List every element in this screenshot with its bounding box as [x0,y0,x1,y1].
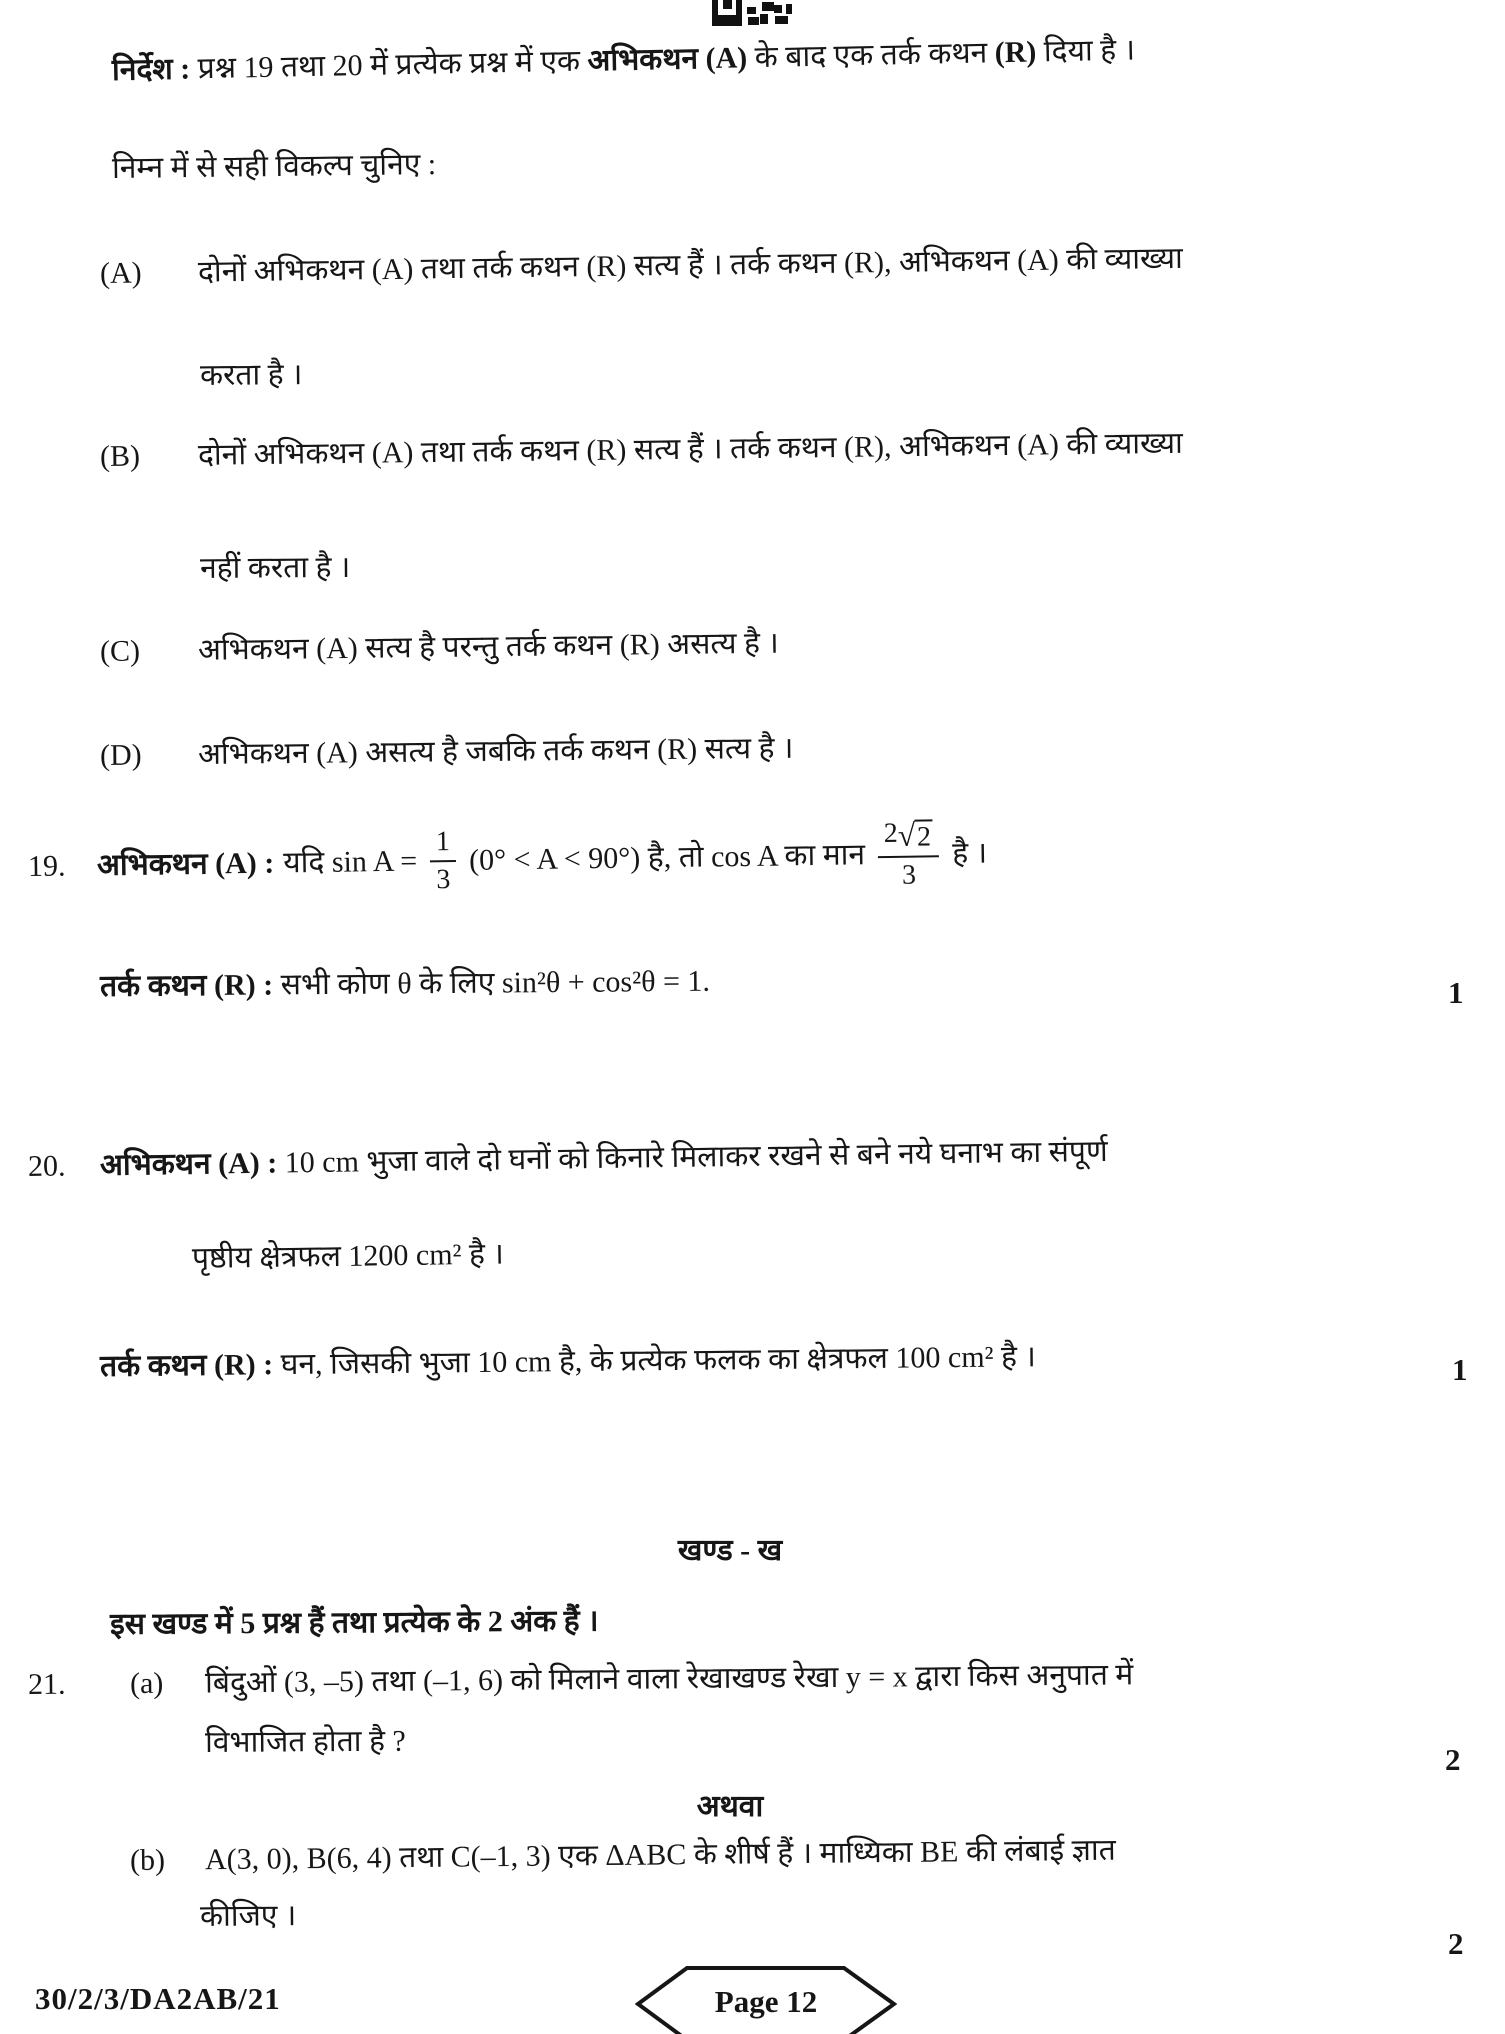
option-a-text-cont: करता है । [199,358,303,392]
option-d-label: (D) [99,738,142,772]
option-b-text-cont: नहीं करता है । [199,550,351,585]
option-b-text: दोनों अभिकथन (A) तथा तर्क कथन (R) सत्य हैं । तर्क कथन (R), अभिकथन (A) की व्याख्या [197,426,1183,472]
frac1-denominator: 3 [436,864,451,896]
frac1-numerator: 1 [430,828,456,862]
q19-assertion-post: है । [952,836,988,871]
option-b-line-1 [100,425,1183,476]
q21a-text-2: विभाजित होता है ? [204,1724,406,1759]
option-d-text: अभिकथन (A) असत्य है जबकि तर्क कथन (R) सत्य है । [197,731,794,771]
directions-label: निर्देश : [111,52,191,87]
q20-assertion-text-1: 10 cm भुजा वाले दो घनों को किनारे मिलाकर रखने से बने नये घनाभ का संपूर्ण [277,1134,1108,1180]
question-21-number: 21. [27,1667,66,1701]
q21a-text-1: बिंदुओं (3, –5) तथा (–1, 6) को मिलाने वाला रेखाखण्ड रेखा y = x द्वारा किस अनुपात में [204,1658,1134,1700]
reason-symbol: (R) [994,35,1037,70]
section-b-title [0,1532,1460,1570]
q19-reason-label: तर्क कथन (R) : [99,968,274,1003]
directions-line-1 [112,31,1136,89]
frac2-coefficient: 2 [883,817,898,850]
section-b-intro [110,1603,599,1644]
radical-icon: √ [897,817,916,853]
question-19-assertion [28,819,988,902]
question-20-number: 20. [27,1149,66,1183]
question-21a-marks: 2 [1445,1742,1461,1777]
question-20-assertion-line-2 [192,1236,504,1278]
question-20-marks: 1 [1452,1352,1468,1387]
or-separator [0,1788,1460,1826]
option-a-line-1 [100,240,1183,293]
section-b-intro-text: इस खण्ड में 5 प्रश्न हैं तथा प्रत्येक के 2 अंक हैं । [109,1604,599,1641]
frac2-denominator: 3 [901,859,917,891]
option-a-text: दोनों अभिकथन (A) तथा तर्क कथन (R) सत्य हैं । तर्क कथन (R), अभिकथन (A) की व्याख्या [197,241,1183,289]
question-21a-line-1 [28,1656,1134,1703]
question-19-number: 19. [27,849,66,884]
q19-assertion-pre: यदि sin A = [283,844,418,880]
question-19-reason [100,963,710,1006]
q21b-label: (b) [129,1843,166,1877]
directions-line-2 [112,146,437,187]
question-21b-marks: 2 [1448,1926,1464,1961]
question-20-assertion-line-1 [28,1133,1108,1186]
q20-assertion-label: अभिकथन (A) : [99,1146,278,1182]
directions-text-post: दिया है । [1036,33,1136,69]
question-21a-line-2 [205,1723,406,1762]
frac2-numerator [878,819,940,858]
frac2-radicand: 2 [915,819,933,851]
option-c-label: (C) [99,634,141,668]
page-number-hexagon [635,1964,897,2034]
paper-code: 30/2/3/DA2AB/21 [35,1981,281,2016]
q19-assertion-mid: (0° < A < 90°) है, तो cos A का मान [468,838,866,878]
qr-code-fragment [712,0,792,26]
q20-reason-label: तर्क कथन (R) : [99,1348,274,1383]
option-a-label: (A) [99,256,142,290]
q20-assertion-text-2: पृष्ठीय क्षेत्रफल 1200 cm² है । [191,1237,505,1275]
option-b-line-2 [200,549,351,588]
option-b-label: (B) [99,439,141,473]
option-a-line-2 [200,356,303,394]
q21a-label: (a) [129,1666,164,1701]
question-21b-line-2 [200,1897,297,1935]
question-19-marks: 1 [1448,975,1464,1010]
question-20-reason [100,1338,1036,1385]
q19-assertion-label: अभिकथन (A) : [96,846,275,883]
fraction-two-root-two-thirds [878,819,940,890]
question-21b-line-1 [130,1832,1116,1880]
q20-reason-text: घन, जिसकी भुजा 10 cm है, के प्रत्येक फलक का क्षेत्रफल 100 cm² है । [272,1340,1037,1382]
or-label-text: अथवा [696,1790,764,1823]
q21b-text-2: कीजिए । [199,1899,297,1933]
option-d-line [100,730,794,775]
q19-reason-text: सभी कोण θ के लिए sin²θ + cos²θ = 1. [272,964,711,1002]
choose-option-text: निम्न में से सही विकल्प चुनिए : [111,148,437,185]
option-c-line [100,625,779,671]
assertion-word: अभिकथन (A) [587,41,748,78]
directions-text-pre: प्रश्न 19 तथा 20 में प्रत्येक प्रश्न में एक [189,44,588,86]
directions-text-mid: के बाद एक तर्क कथन [746,36,996,75]
page-number-label: Page 12 [714,1984,818,2019]
q21b-text-1: A(3, 0), B(6, 4) तथा C(–1, 3) एक ΔABC के शीर्ष हैं । माध्यिका BE की लंबाई ज्ञात [204,1833,1116,1877]
section-b-title-text: खण्ड - ख [677,1534,783,1567]
fraction-one-third [430,828,457,894]
option-c-text: अभिकथन (A) सत्य है परन्तु तर्क कथन (R) असत्य है । [197,626,779,667]
